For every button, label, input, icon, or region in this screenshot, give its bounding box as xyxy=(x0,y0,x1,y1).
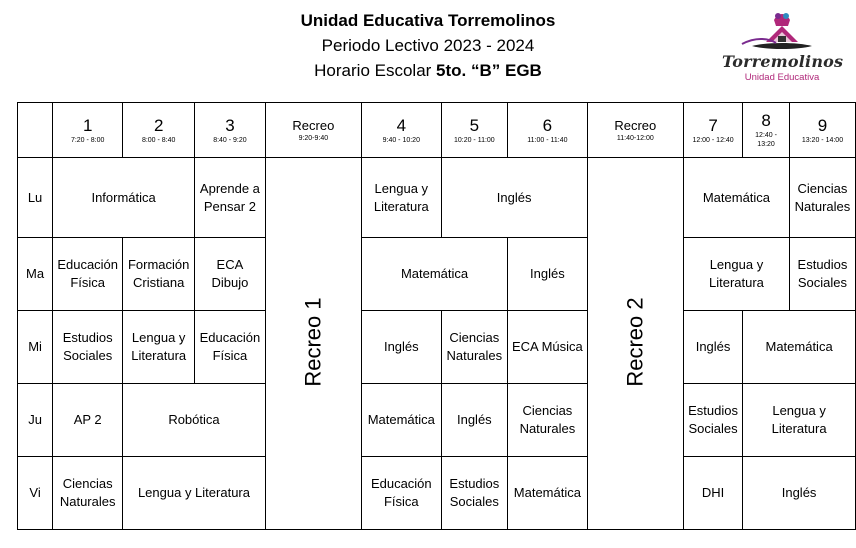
subject-cell: Inglés xyxy=(683,311,742,384)
subject-cell: Lengua y Literatura xyxy=(123,311,195,384)
period-header-8 xyxy=(743,103,790,158)
subject-cell: Lengua y Literatura xyxy=(683,238,789,311)
period-time: 12:40 - 13:20 xyxy=(755,132,777,148)
subject-cell: Lengua y Literatura xyxy=(362,158,442,238)
period-header-6 xyxy=(508,103,588,158)
period-number: 7 xyxy=(708,115,718,135)
period-number: 1 xyxy=(82,115,93,135)
period-header-2 xyxy=(123,103,195,158)
recess-vertical-label: Recreo 2 xyxy=(622,297,648,387)
logo-emblem-icon xyxy=(722,6,842,56)
day-row-ju xyxy=(18,384,856,457)
day-row-ma xyxy=(18,238,856,311)
period-time: 8:00 - 8:40 xyxy=(141,136,176,144)
subject-cell: Aprende a Pensar 2 xyxy=(195,158,266,238)
subject-cell: ECA Dibujo xyxy=(195,238,266,311)
schedule-title-prefix: Horario Escolar xyxy=(314,61,437,80)
period-header-3 xyxy=(195,103,266,158)
period-time: 7:20 - 8:00 xyxy=(70,136,105,144)
period-time: 8:40 - 9:20 xyxy=(213,136,247,144)
subject-cell: Lengua y Literatura xyxy=(123,457,265,530)
period-header-9 xyxy=(789,103,855,158)
period-header-5 xyxy=(441,103,507,158)
recess-header-1 xyxy=(265,103,361,158)
period-number: 3 xyxy=(225,115,235,135)
day-row-lu xyxy=(18,158,856,238)
day-label: Mi xyxy=(18,311,53,384)
period-time: 11:00 - 11:40 xyxy=(527,136,568,144)
subject-cell: Ciencias Naturales xyxy=(441,311,507,384)
period-number: 4 xyxy=(396,115,407,135)
subject-cell: Inglés xyxy=(508,238,588,311)
period-header-1 xyxy=(53,103,123,158)
subject-cell: Educación Física xyxy=(53,238,123,311)
subject-cell: Matemática xyxy=(362,384,442,457)
school-period: Periodo Lectivo 2023 - 2024 xyxy=(321,36,535,55)
recess-column-2 xyxy=(587,158,683,530)
subject-cell: Ciencias Naturales xyxy=(789,158,855,238)
subject-cell: Estudios Sociales xyxy=(683,384,742,457)
subject-cell: Inglés xyxy=(441,384,507,457)
period-number: 5 xyxy=(469,115,480,135)
period-time: 12:00 - 12:40 xyxy=(692,136,734,144)
subject-cell: Informática xyxy=(53,158,195,238)
subject-cell: Estudios Sociales xyxy=(53,311,123,384)
subject-cell: Robótica xyxy=(123,384,265,457)
subject-cell: Matemática xyxy=(683,158,789,238)
period-number: 6 xyxy=(542,115,553,135)
subject-cell: Matemática xyxy=(362,238,508,311)
subject-cell: Estudios Sociales xyxy=(789,238,855,311)
subject-cell: Ciencias Naturales xyxy=(508,384,588,457)
subject-cell: Inglés xyxy=(441,158,587,238)
subject-cell: Inglés xyxy=(743,457,856,530)
recess-column-1 xyxy=(265,158,361,530)
recess-vertical-label: Recreo 1 xyxy=(300,297,326,387)
subject-cell: AP 2 xyxy=(53,384,123,457)
recess-time: 9:20-9:40 xyxy=(298,134,329,142)
subject-cell: Lengua y Literatura xyxy=(743,384,856,457)
day-row-vi xyxy=(18,457,856,530)
subject-cell: Estudios Sociales xyxy=(441,457,507,530)
schedule-grade: 5to. “B” EGB xyxy=(436,61,542,80)
subject-cell: DHI xyxy=(683,457,742,530)
period-header-4 xyxy=(362,103,442,158)
school-name: Unidad Educativa Torremolinos xyxy=(300,11,556,30)
subject-cell: Matemática xyxy=(743,311,856,384)
period-time: 9:40 - 10:20 xyxy=(382,136,420,144)
header-row xyxy=(18,103,856,158)
period-time: 10:20 - 11:00 xyxy=(453,136,495,144)
subject-cell: Educación Física xyxy=(362,457,442,530)
logo-name: Torremolinos xyxy=(722,52,844,71)
subject-cell: Educación Física xyxy=(195,311,266,384)
recess-label: Recreo xyxy=(614,117,657,133)
recess-header-2 xyxy=(587,103,683,158)
period-header-7 xyxy=(683,103,742,158)
corner-cell xyxy=(18,103,53,158)
period-number: 2 xyxy=(153,115,164,135)
subject-cell: Ciencias Naturales xyxy=(53,457,123,530)
period-time: 13:20 - 14:00 xyxy=(801,136,844,144)
day-label: Lu xyxy=(18,158,53,238)
recess-time: 11:40-12:00 xyxy=(616,134,654,142)
day-label: Vi xyxy=(18,457,53,530)
day-label: Ju xyxy=(18,384,53,457)
day-row-mi xyxy=(18,311,856,384)
subject-cell: ECA Música xyxy=(508,311,588,384)
subject-cell: Matemática xyxy=(508,457,588,530)
subject-cell: Formación Cristiana xyxy=(123,238,195,311)
period-number: 8 xyxy=(761,111,771,130)
subject-cell: Inglés xyxy=(362,311,442,384)
recess-label: Recreo xyxy=(292,117,335,133)
day-label: Ma xyxy=(18,238,53,311)
school-logo xyxy=(722,6,842,90)
schedule-table xyxy=(17,102,856,530)
period-number: 9 xyxy=(817,115,828,135)
logo-subtitle: Unidad Educativa xyxy=(744,72,820,83)
